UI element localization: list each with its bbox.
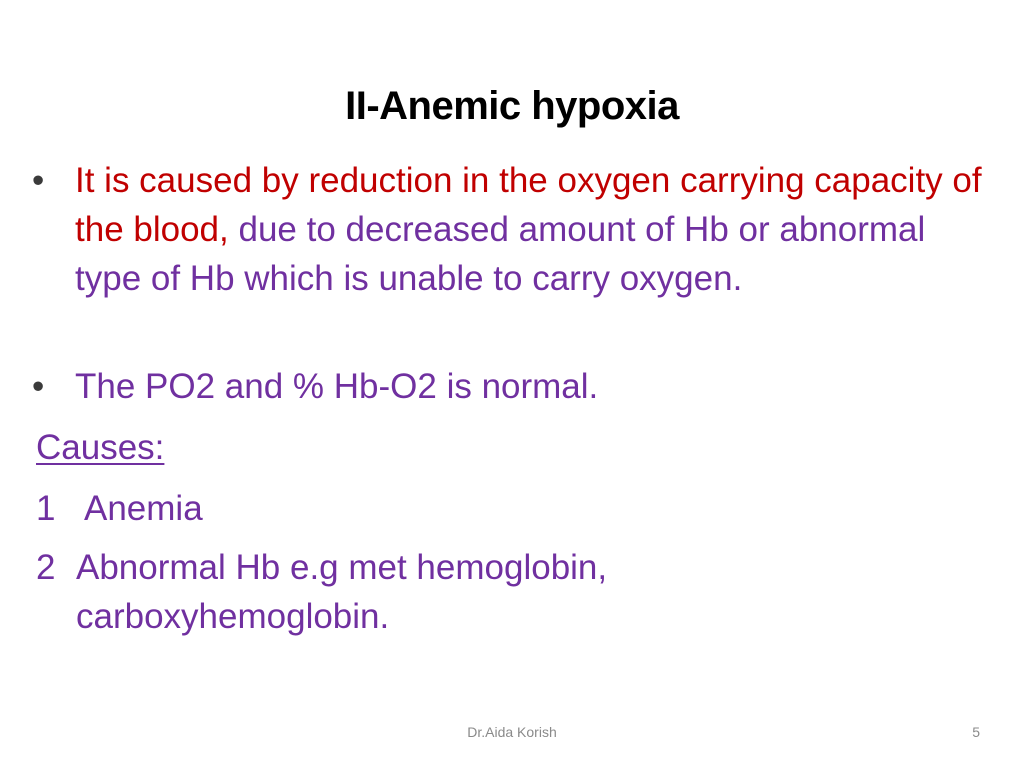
bullet-icon: • [32,161,45,200]
footer-author: Dr.Aida Korish [467,724,557,740]
cause-text: Anemia [84,489,203,528]
bullet-item-cause-description [32,156,992,303]
cause-text: Abnormal Hb e.g met hemoglobin, carboxyhemoglobin. [76,548,608,636]
causes-heading: Causes: [36,428,165,467]
bullet-item-po2-normal [32,362,992,411]
bullet-icon: • [32,367,45,406]
cause-number: 1 [36,489,56,528]
cause-item-anemia [36,484,976,533]
bullet-text [75,156,992,303]
bullet-text-red: It is caused by reduction in the oxygen carrying capacity of the blood, [75,161,982,249]
bullet-text-purple: due to decreased amount of Hb or abnormal type of Hb which is unable to carry oxygen. [75,210,926,298]
slide-title: II-Anemic hypoxia [345,84,679,128]
cause-number: 2 [36,548,56,587]
slide-number: 5 [972,724,980,740]
cause-item-abnormal-hb [36,543,736,641]
bullet-text: The PO2 and % Hb-O2 is normal. [75,367,599,406]
